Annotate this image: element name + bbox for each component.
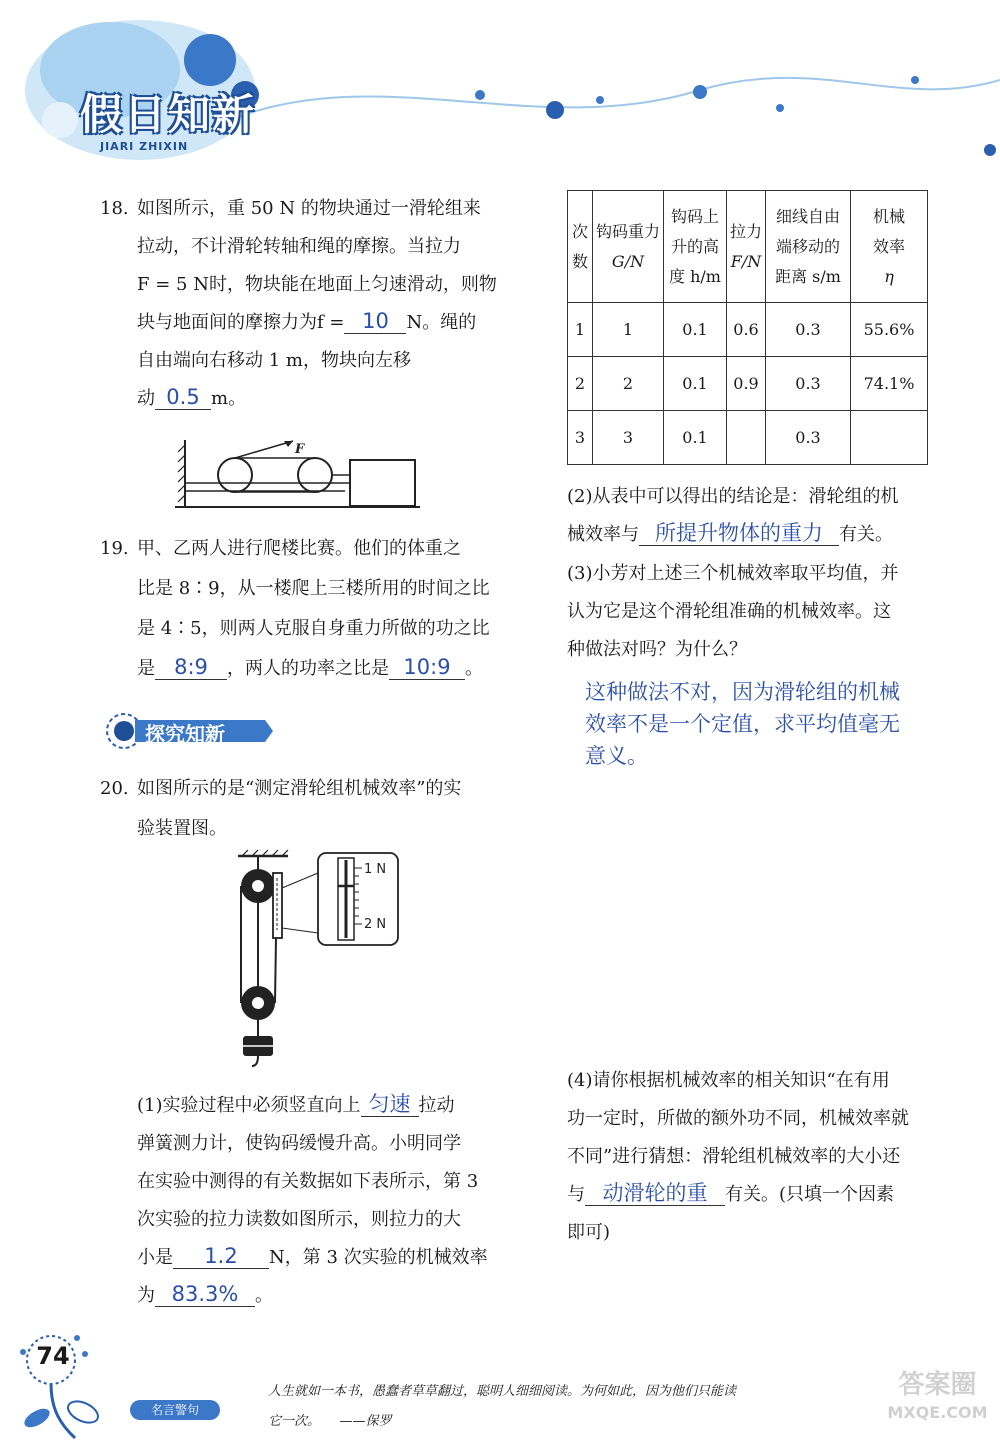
q20p4-line2: 功一定时，所做的额外功不同，机械效率就	[567, 1108, 909, 1129]
table-cell: 0.3	[766, 357, 851, 411]
q18-answer-friction: 10	[344, 309, 406, 334]
table-cell: 0.3	[766, 303, 851, 357]
q20p1-line3: 在实验中测得的有关数据如下表所示，第 3	[137, 1171, 479, 1192]
q20p1-line6-post: 。	[255, 1285, 273, 1306]
q20p4-line4-post: 有关。(只填一个因素	[725, 1184, 895, 1205]
q20p3-line2: 认为它是这个滑轮组准确的机械效率。这	[567, 601, 891, 622]
table-cell	[851, 411, 928, 465]
table-cell: 0.1	[664, 357, 727, 411]
footer-quote-line1: 人生就如一本书，愚蠢者草草翻过，聪明人细细阅读。为何如此，因为他们只能读	[268, 1384, 737, 1399]
q20p1-answer-force: 1.2	[173, 1244, 269, 1269]
q18-pulley-figure	[175, 435, 425, 510]
question-19	[100, 530, 510, 690]
logo-pinyin: JIARI ZHIXIN	[100, 140, 189, 153]
table-cell: 55.6%	[851, 303, 928, 357]
q20-line1: 如图所示的是“测定滑轮组机械效率”的实	[137, 778, 462, 799]
question-20-intro	[100, 770, 510, 846]
q18-line1: 如图所示，重 50 N 的物块通过一滑轮组来	[137, 198, 481, 219]
table-row	[568, 357, 928, 411]
q20p1-line5-post: N，第 3 次实验的机械效率	[269, 1247, 488, 1268]
q20p2-line1: (2)从表中可以得出的结论是：滑轮组的机	[567, 486, 899, 507]
q20p1-answer-efficiency: 83.3%	[155, 1282, 255, 1307]
q20p1-line1-post: 拉动	[418, 1095, 455, 1116]
table-cell	[727, 411, 766, 465]
table-cell: 2	[593, 357, 664, 411]
table-header-cell: 细线自由 端移动的 距离 s/m	[766, 191, 851, 303]
table-cell: 3	[593, 411, 664, 465]
table-cell: 1	[568, 303, 593, 357]
q20p4-line3: 不同”进行猜想：滑轮组机械效率的大小还	[567, 1146, 901, 1167]
table-row	[568, 303, 928, 357]
section-banner	[105, 712, 275, 750]
watermark-url: MXQE.COM	[887, 1403, 988, 1422]
table-cell: 0.3	[766, 411, 851, 465]
q20-line2: 验装置图。	[137, 818, 227, 839]
q18-line2: 拉动，不计滑轮转轴和绳的摩擦。当拉力	[137, 236, 461, 257]
table-cell: 0.6	[727, 303, 766, 357]
q20-number: 20.	[100, 778, 129, 799]
table-cell: 1	[593, 303, 664, 357]
section-title: 探究知新	[145, 722, 225, 746]
q20p3-answer-line3: 意义。	[585, 744, 648, 768]
q20p1-line5-pre: 小是	[137, 1247, 173, 1268]
table-header-cell: 拉力 F/N	[727, 191, 766, 303]
footer-quote-line2: 它一次。 ——保罗	[268, 1414, 392, 1429]
table-cell: 0.1	[664, 411, 727, 465]
table-header-row	[568, 191, 928, 303]
q20-part1	[137, 1087, 517, 1327]
footer-tag: 名言警句	[130, 1400, 220, 1420]
experiment-data-table	[567, 190, 928, 465]
q20p4-line1: (4)请你根据机械效率的相关知识“在有用	[567, 1070, 890, 1091]
q18-line6-pre: 动	[137, 388, 155, 409]
table-header-cell: 次 数	[568, 191, 593, 303]
question-18	[100, 190, 510, 430]
q20p3-line3: 种做法对吗？为什么？	[567, 639, 747, 660]
q18-line5: 自由端向右移动 1 m，物块向左移	[137, 350, 411, 371]
page-number: 74	[36, 1342, 70, 1370]
q19-line2: 比是 8∶9，从一楼爬上三楼所用的时间之比	[137, 578, 490, 599]
table-cell: 74.1%	[851, 357, 928, 411]
table-cell: 0.1	[664, 303, 727, 357]
q19-line4-post: 。	[465, 658, 483, 679]
q20-part2	[567, 478, 947, 558]
watermark-logo	[880, 1368, 995, 1424]
q20p3-line1: (3)小芳对上述三个机械效率取平均值，并	[567, 563, 899, 584]
q20p4-line5: 即可)	[567, 1222, 611, 1243]
table-header-cell: 钩码上 升的高 度 h/m	[664, 191, 727, 303]
q19-number: 19.	[100, 538, 129, 559]
q19-answer-work-ratio: 8:9	[155, 655, 227, 680]
table-cell: 2	[568, 357, 593, 411]
q20p3-answer-line1: 这种做法不对，因为滑轮组的机械	[585, 680, 900, 704]
q20p1-answer-motion: 匀速	[361, 1092, 419, 1117]
q18-force-label: F	[295, 442, 305, 457]
page-header	[0, 0, 1000, 180]
q19-line4-pre: 是	[137, 658, 155, 679]
q20p2-line2-pre: 械效率与	[567, 524, 639, 545]
q20p2-answer-factor: 所提升物体的重力	[639, 521, 839, 546]
q18-line4-pre: 块与地面间的摩擦力为f =	[137, 312, 345, 333]
q20-apparatus-figure	[230, 848, 410, 1073]
q18-line4-post: N。绳的	[406, 312, 477, 333]
q20p1-line6-pre: 为	[137, 1285, 155, 1306]
table-cell: 3	[568, 411, 593, 465]
q20-scale-label-2n: 2 N	[364, 917, 387, 932]
table-cell: 0.9	[727, 357, 766, 411]
q19-answer-power-ratio: 10:9	[389, 655, 465, 680]
q18-number: 18.	[100, 198, 129, 219]
q20p3-answer-line2: 效率不是一个定值，求平均值毫无	[585, 712, 900, 736]
q20p3-answer	[585, 676, 945, 772]
watermark-text: 答案圈	[898, 1370, 977, 1400]
q19-line1: 甲、乙两人进行爬楼比赛。他们的体重之	[137, 538, 461, 559]
table-header-cell: 钩码重力 G/N	[593, 191, 664, 303]
q20-part4	[567, 1062, 947, 1262]
q20p1-line4: 次实验的拉力读数如图所示，则拉力的大	[137, 1209, 461, 1230]
q20-scale-label-1n: 1 N	[364, 862, 387, 877]
q20p1-line1-pre: (1)实验过程中必须竖直向上	[137, 1095, 361, 1116]
q18-answer-distance: 0.5	[155, 385, 211, 410]
q20p1-line2: 弹簧测力计，使钩码缓慢升高。小明同学	[137, 1133, 461, 1154]
logo-title: 假日知新	[80, 90, 257, 139]
q20p4-line4-pre: 与	[567, 1184, 585, 1205]
q20-part3	[567, 555, 947, 675]
table-header-cell: 机械 效率 η	[851, 191, 928, 303]
q20p4-answer-factor: 动滑轮的重	[585, 1181, 725, 1206]
q18-line3: F = 5 N时，物块能在地面上匀速滑动，则物	[137, 274, 497, 295]
q20p2-line2-post: 有关。	[839, 524, 893, 545]
q19-line4-mid: ，两人的功率之比是	[227, 658, 389, 679]
table-row	[568, 411, 928, 465]
q19-line3: 是 4∶5，则两人克服自身重力所做的功之比	[137, 618, 490, 639]
q18-line6-post: m。	[211, 388, 247, 409]
